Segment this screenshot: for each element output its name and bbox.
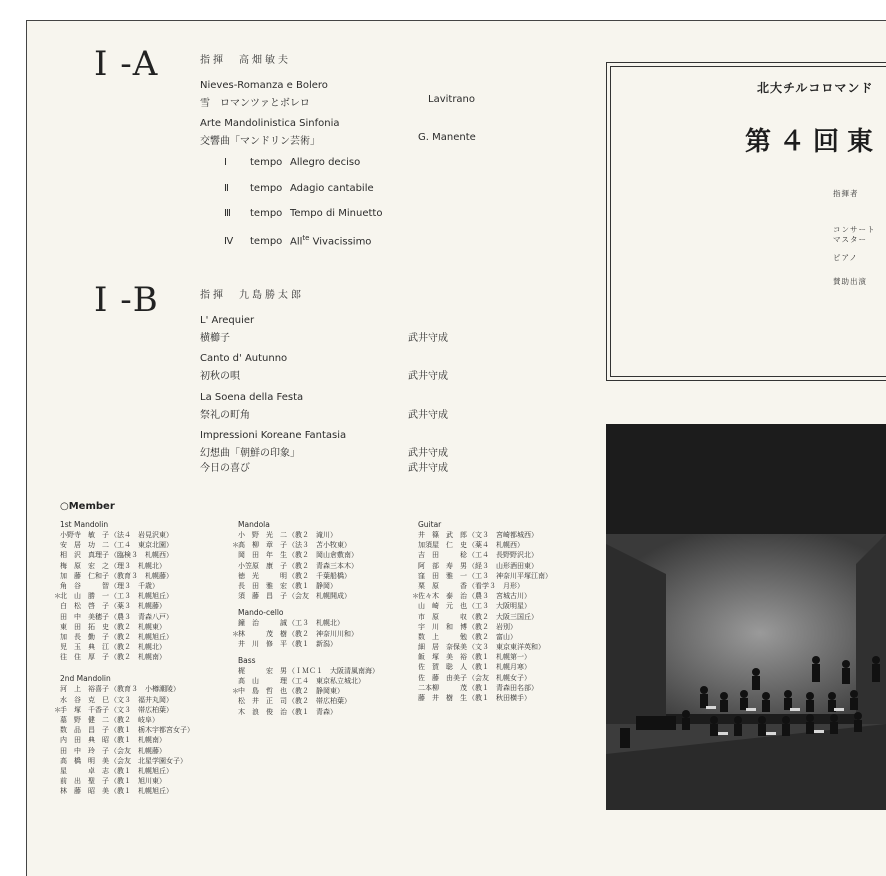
member-info: （教１ 秋田横手）: [468, 694, 531, 702]
member-info: （工３ 大阪明星）: [468, 602, 531, 611]
member-info: （臨検３ 札幌西）: [110, 551, 173, 560]
member-row: [238, 571, 379, 581]
member-info: （教２ 岩別）: [468, 622, 517, 631]
member-name: 井 篠 武 郎: [418, 531, 467, 539]
member-row: [238, 530, 379, 540]
group-rows-2nd-mandolin: [54, 684, 194, 796]
member-info: （教２ 滝川）: [288, 531, 337, 539]
member-name: 角 谷 智: [60, 581, 109, 590]
piece-b2-italian: Canto d' Autunno: [200, 353, 288, 364]
member-name: 宇 川 和 博: [418, 622, 467, 631]
panel-subtitle: 北大チルコロマンド: [757, 81, 874, 95]
member-info: （教育３ 札幌藤）: [110, 571, 173, 580]
member-info: （教２ 千葉船橋）: [288, 571, 351, 580]
member-row: [238, 696, 379, 706]
member-name: 北 山 勝 一: [60, 592, 109, 601]
member-name: 二本柳 茂: [418, 683, 467, 692]
sheet-left-border: [26, 20, 27, 876]
member-row: [418, 540, 552, 550]
member-name: 栗 原 香: [418, 581, 467, 590]
member-info: （理３ 札幌北）: [110, 561, 166, 570]
member-row: [60, 540, 194, 550]
member-row: [60, 766, 194, 776]
member-row: [238, 550, 379, 560]
member-name: 佐 藤 由美子: [418, 673, 467, 682]
member-info: （教１ 静岡）: [288, 581, 337, 590]
member-row: [60, 601, 194, 611]
member-info: （教１ 札幌旭丘）: [110, 766, 173, 775]
member-info: （ＩＭＣ１ 大阪清風南海）: [288, 666, 379, 675]
member-row: [238, 639, 379, 649]
member-info: （工４ 東京北園）: [110, 541, 173, 550]
piece-b4-japanese: 幻想曲「朝鮮の印象」: [200, 448, 300, 459]
member-name: 井 川 修 平: [238, 639, 287, 648]
member-row: [60, 695, 194, 705]
member-row: [238, 561, 379, 571]
member-row: [418, 601, 552, 611]
member-name: 児 玉 典 江: [60, 643, 109, 652]
piece-b2-japanese: 初秋の唄: [200, 371, 240, 382]
member-row: [238, 591, 379, 601]
member-info: （薬４ 札幌西）: [468, 541, 524, 550]
piece-b2-composer: 武井守成: [408, 371, 448, 382]
panel-title: 第４回東: [745, 127, 882, 157]
piece-b4-composer: 武井守成: [408, 448, 448, 459]
member-info: （教１ 新潟）: [288, 639, 337, 648]
member-name: 小 野 光 二: [238, 531, 287, 539]
member-info: （文３ 宮崎都城西）: [468, 531, 538, 539]
member-info: （農３ 宮城古川）: [468, 592, 531, 601]
column-guitar: [412, 519, 552, 703]
member-info: （工４ 東京私立城北）: [288, 677, 365, 686]
movement-2: Ⅱ tempo Adagio cantabile: [224, 183, 374, 194]
member-name: 林 藤 昭 美: [60, 787, 109, 796]
member-name: 相 沢 真理子: [60, 551, 109, 560]
member-info: （教２ 岐阜）: [110, 716, 159, 724]
member-name: 田 中 美穂子: [60, 612, 109, 621]
member-info: （教１ 札幌第一）: [468, 653, 531, 662]
member-row: [418, 571, 552, 581]
piece-b1-italian: L' Arequier: [200, 315, 255, 326]
member-info: （教２ 札幌南）: [110, 653, 166, 662]
member-row: [60, 735, 194, 745]
leader-mark: ＊: [232, 541, 239, 550]
member-info: （工４ 長野野沢北）: [468, 551, 538, 560]
group-title-mandola: Mandola: [238, 520, 270, 529]
member-name: 林 茂 樹: [238, 629, 287, 638]
member-row: [418, 530, 552, 540]
member-row: [60, 561, 194, 571]
member-name: 徳 光 明: [238, 571, 287, 580]
member-row: [60, 632, 194, 642]
member-name: 小笠原 康 子: [238, 561, 287, 570]
member-name: 岡 田 年 生: [238, 551, 287, 560]
member-info: （教２ 大阪三国丘）: [468, 612, 538, 621]
conductor-a: 指揮 高畑敏夫: [200, 55, 291, 66]
member-row: [418, 662, 552, 672]
piece-a2-italian: Arte Mandolinistica Sinfonia: [200, 118, 340, 129]
member-name: 佐 賀 聡 人: [418, 663, 467, 672]
member-row: [60, 776, 194, 786]
member-name: 数 上 勉: [418, 632, 467, 641]
member-info: （会友 北星学園女子）: [110, 756, 187, 765]
label-concertmaster-2: マスター: [833, 235, 867, 244]
member-name: 細 居 奈保美: [418, 643, 467, 652]
piece-b4-italian: Impressioni Koreane Fantasia: [200, 430, 347, 441]
member-name: 佐々木 泰 治: [418, 592, 467, 601]
leader-mark: ＊: [412, 592, 419, 601]
member-name: 内 田 典 昭: [60, 736, 109, 745]
member-row: [232, 686, 379, 696]
member-name: 吉 田 稔: [418, 551, 467, 560]
member-row: [60, 581, 194, 591]
group-title-guitar: Guitar: [418, 520, 442, 529]
member-info: （教１ 旭川東）: [110, 777, 166, 786]
group-rows-1st-mandolin: [54, 530, 194, 662]
piece-b5-japanese: 今日の喜び: [200, 463, 250, 474]
member-name: 高 橋 明 美: [60, 756, 109, 765]
label-guest: 賛助出演: [833, 277, 867, 286]
leader-mark: ＊: [232, 687, 239, 696]
member-info: （会友 札幌女子）: [468, 673, 531, 682]
member-name: 安 居 功 二: [60, 541, 109, 550]
member-name: 市 原 収: [418, 612, 467, 621]
member-name: 梅 原 宏 之: [60, 561, 109, 570]
piece-a1-composer: Lavitrano: [428, 94, 476, 105]
member-row: [418, 652, 552, 662]
member-row: [238, 618, 379, 628]
member-row: [232, 540, 379, 550]
member-name: 加 藤 仁和子: [60, 571, 109, 580]
member-info: （教育３ 小樽潮陵）: [110, 685, 180, 694]
member-row: [238, 581, 379, 591]
group-title-bass: Bass: [238, 655, 256, 665]
member-info: （農３ 青森八戸）: [110, 612, 173, 621]
section-mark-a: I -A: [94, 44, 159, 84]
member-name: 藤 井 樹 生: [418, 694, 467, 702]
member-info: （工３ 札幌旭丘）: [110, 592, 173, 601]
label-piano: ピアノ: [833, 253, 858, 262]
movement-4: Ⅳ tempo All$^{te}$ Vivacissimo: [224, 234, 372, 248]
member-row: [60, 550, 194, 560]
member-info: （経３ 山形酒田東）: [468, 561, 538, 570]
member-info: （法３ 苫小牧東）: [288, 541, 351, 550]
group-rows-bass: [232, 666, 379, 717]
member-name: 山 崎 元 也: [418, 602, 467, 611]
member-info: （教１ 栃木宇都宮女子）: [110, 726, 194, 735]
member-row: [60, 652, 194, 662]
member-name: 前 出 聖 子: [60, 777, 109, 786]
member-row: [60, 715, 194, 725]
member-row: [418, 632, 552, 642]
member-name: 中 島 哲 也: [238, 687, 287, 696]
piece-b1-japanese: 横櫛子: [200, 333, 230, 344]
member-name: 東 田 拓 史: [60, 622, 109, 631]
member-info: （教１ 青森田名部）: [468, 683, 538, 692]
member-row: [238, 666, 379, 676]
member-info: （工３ 神奈川平塚江南）: [468, 571, 552, 580]
column-mandolin: [54, 519, 194, 797]
member-info: （看学３ 月形）: [468, 581, 524, 590]
member-info: （教２ 札幌北）: [110, 643, 166, 652]
member-row: [60, 622, 194, 632]
member-name: 飯 塚 美 裕: [418, 653, 467, 662]
sheet-top-border: [26, 20, 886, 21]
member-row: [418, 673, 552, 683]
member-row: [60, 612, 194, 622]
member-name: 梶 宏 男: [238, 666, 287, 675]
member-name: 松 井 正 司: [238, 697, 287, 706]
piece-a2-japanese: 交響曲「マンドリン芸術」: [200, 136, 320, 147]
member-row: [60, 530, 194, 540]
member-info: （法４ 岩見沢東）: [110, 531, 173, 539]
member-info: （会友 札幌開成）: [288, 592, 351, 601]
concert-title-panel: [606, 62, 886, 381]
orchestra-stage-illustration: [606, 424, 886, 810]
section-mark-b: I -B: [94, 280, 159, 320]
member-info: （教１ 札幌南）: [110, 736, 166, 745]
member-name: 須 藤 昌 子: [238, 592, 287, 601]
member-name: 高 山 理: [238, 677, 287, 686]
member-row: [418, 581, 552, 591]
leader-mark: ＊: [232, 629, 239, 638]
group-title-1st-mandolin: 1st Mandolin: [60, 520, 109, 529]
member-row: [238, 676, 379, 686]
leader-mark: ＊: [54, 592, 61, 601]
movement-3: Ⅲ tempo Tempo di Minuetto: [224, 208, 383, 219]
member-name: 河 上 裕喜子: [60, 685, 109, 694]
group-title-mandocello: Mando-cello: [238, 608, 284, 618]
member-name: 星 卓 志: [60, 766, 109, 775]
member-name: 水 谷 克 巳: [60, 695, 109, 704]
member-name: 加須屋 仁 史: [418, 541, 467, 550]
member-name: 数 品 昌 子: [60, 726, 109, 735]
movement-1: Ⅰ tempo Allegro deciso: [224, 157, 361, 168]
group-title-2nd-mandolin: 2nd Mandolin: [60, 674, 111, 684]
member-info: （教２ 青森三本木）: [288, 561, 358, 570]
member-info: （教２ 富山）: [468, 632, 517, 641]
member-row: [60, 746, 194, 756]
member-info: （会友 札幌藤）: [110, 746, 166, 755]
column-mandola: [232, 519, 379, 717]
piece-b1-composer: 武井守成: [408, 333, 448, 344]
label-conductor: 指揮者: [833, 189, 859, 198]
piece-a1-japanese: 雪 ロマンツァとボレロ: [200, 98, 310, 109]
member-info: （教２ 帯広柏葉）: [288, 697, 351, 706]
member-name: 高 柳 章 子: [238, 541, 287, 550]
member-row: [418, 683, 552, 693]
piece-a2-composer: G. Manente: [418, 132, 476, 143]
group-rows-guitar: [412, 530, 552, 703]
member-row: [54, 591, 194, 601]
member-name: 白 松 啓 子: [60, 602, 109, 611]
member-row: [60, 642, 194, 652]
piece-a1-italian: Nieves-Romanza e Bolero: [200, 80, 328, 91]
member-row: [418, 642, 552, 652]
member-row: [60, 756, 194, 766]
member-info: （工３ 札幌北）: [288, 619, 344, 628]
member-row: [418, 561, 552, 571]
piece-b3-italian: La Soena della Festa: [200, 392, 304, 403]
member-info: （文３ 福井丸岡）: [110, 695, 173, 704]
member-name: 鐘 治 誠: [238, 619, 287, 628]
member-row: [238, 707, 379, 717]
member-row: [60, 684, 194, 694]
leader-mark: ＊: [54, 705, 61, 714]
member-info: （教２ 札幌東）: [110, 622, 166, 631]
member-info: （教２ 札幌旭丘）: [110, 632, 173, 641]
group-rows-mandocello: [232, 618, 379, 649]
piece-b3-composer: 武井守成: [408, 410, 448, 421]
member-info: （教１ 青森）: [288, 707, 337, 716]
member-name: 木 浪 俊 治: [238, 707, 287, 716]
member-info: （教２ 岡山倉敷南）: [288, 551, 358, 560]
piece-b5-composer: 武井守成: [408, 463, 448, 474]
member-info: （教２ 静岡東）: [288, 687, 344, 696]
piece-b3-japanese: 祭礼の町角: [200, 410, 250, 421]
member-row: [232, 629, 379, 639]
member-row: [60, 725, 194, 735]
member-row: [418, 693, 552, 703]
member-info: （文３ 東京東洋英和）: [468, 643, 545, 652]
member-name: 手 塚 千香子: [60, 705, 109, 714]
member-info: （薬３ 札幌藤）: [110, 602, 166, 611]
member-row: [412, 591, 552, 601]
member-heading: ○Member: [60, 501, 115, 512]
member-row: [60, 571, 194, 581]
member-name: 往 住 厚 子: [60, 653, 109, 662]
member-row: [418, 550, 552, 560]
member-name: 小野寺 敏 子: [60, 531, 109, 539]
member-info: （教２ 神奈川川和）: [288, 629, 358, 638]
member-name: 加 長 勤 子: [60, 632, 109, 641]
member-info: （理３ 千歳）: [110, 581, 159, 590]
concert-photo: [606, 424, 886, 810]
member-row: [54, 705, 194, 715]
member-name: 田 中 玲 子: [60, 746, 109, 755]
member-row: [60, 786, 194, 796]
panel-inner-border: [610, 66, 886, 377]
member-name: 窪 田 雅 一: [418, 571, 467, 580]
member-info: （教１ 札幌旭丘）: [110, 787, 173, 796]
member-row: [418, 622, 552, 632]
member-info: （文３ 帯広柏葉）: [110, 705, 173, 714]
group-rows-mandola: [232, 530, 379, 601]
member-name: 阿 部 寿 男: [418, 561, 467, 570]
member-name: 長 田 雅 宏: [238, 581, 287, 590]
member-info: （教１ 札幌月寒）: [468, 663, 531, 672]
conductor-b: 指揮 九島勝太郎: [200, 290, 304, 301]
member-name: 墓 野 健 二: [60, 716, 109, 724]
member-row: [418, 612, 552, 622]
label-concertmaster-1: コンサート: [833, 225, 876, 234]
